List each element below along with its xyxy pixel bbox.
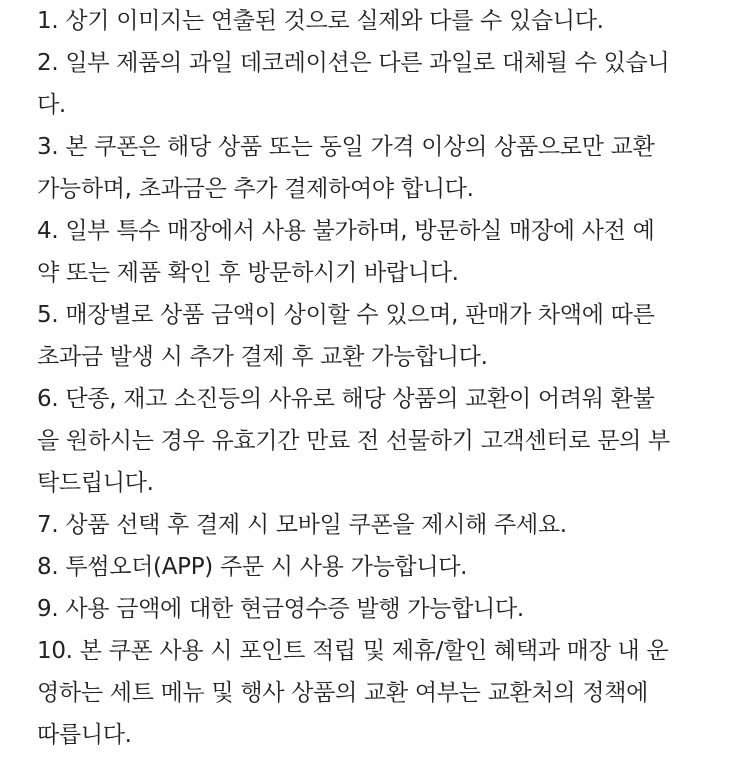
notice-line: 3. 본 쿠폰은 해당 상품 또는 동일 가격 이상의 상품으로만 교환 (37, 134, 655, 160)
notice-line: 8. 투썸오더(APP) 주문 시 사용 가능합니다. (37, 554, 468, 580)
notice-line: 6. 단종, 재고 소진등의 사유로 해당 상품의 교환이 어려워 환불 (37, 386, 655, 412)
notice-line: 영하는 세트 메뉴 및 행사 상품의 교환 여부는 교환처의 정책에 (37, 680, 649, 706)
notice-line: 을 원하시는 경우 유효기간 만료 전 선물하기 고객센터로 문의 부 (37, 428, 670, 454)
notice-line: 다. (37, 92, 66, 118)
notice-line: 탁드립니다. (37, 470, 154, 496)
notice-line: 10. 본 쿠폰 사용 시 포인트 적립 및 제휴/할인 혜택과 매장 내 운 (37, 638, 669, 664)
notice-line: 1. 상기 이미지는 연출된 것으로 실제와 다를 수 있습니다. (37, 8, 604, 34)
notice-line: 7. 상품 선택 후 결제 시 모바일 쿠폰을 제시해 주세요. (37, 512, 567, 538)
notice-line: 따릅니다. (37, 722, 132, 748)
notice-line: 9. 사용 금액에 대한 현금영수증 발행 가능합니다. (37, 596, 524, 622)
notice-line: 4. 일부 특수 매장에서 사용 불가하며, 방문하실 매장에 사전 예 (37, 218, 655, 244)
notice-line: 약 또는 제품 확인 후 방문하시기 바랍니다. (37, 260, 459, 286)
notice-list (37, 0, 727, 756)
notice-line: 가능하며, 초과금은 추가 결제하여야 합니다. (37, 176, 474, 202)
notice-line: 2. 일부 제품의 과일 데코레이션은 다른 과일로 대체될 수 있습니 (37, 50, 670, 76)
notice-line: 초과금 발생 시 추가 결제 후 교환 가능합니다. (37, 344, 488, 370)
notice-line: 5. 매장별로 상품 금액이 상이할 수 있으며, 판매가 차액에 따른 (37, 302, 655, 328)
